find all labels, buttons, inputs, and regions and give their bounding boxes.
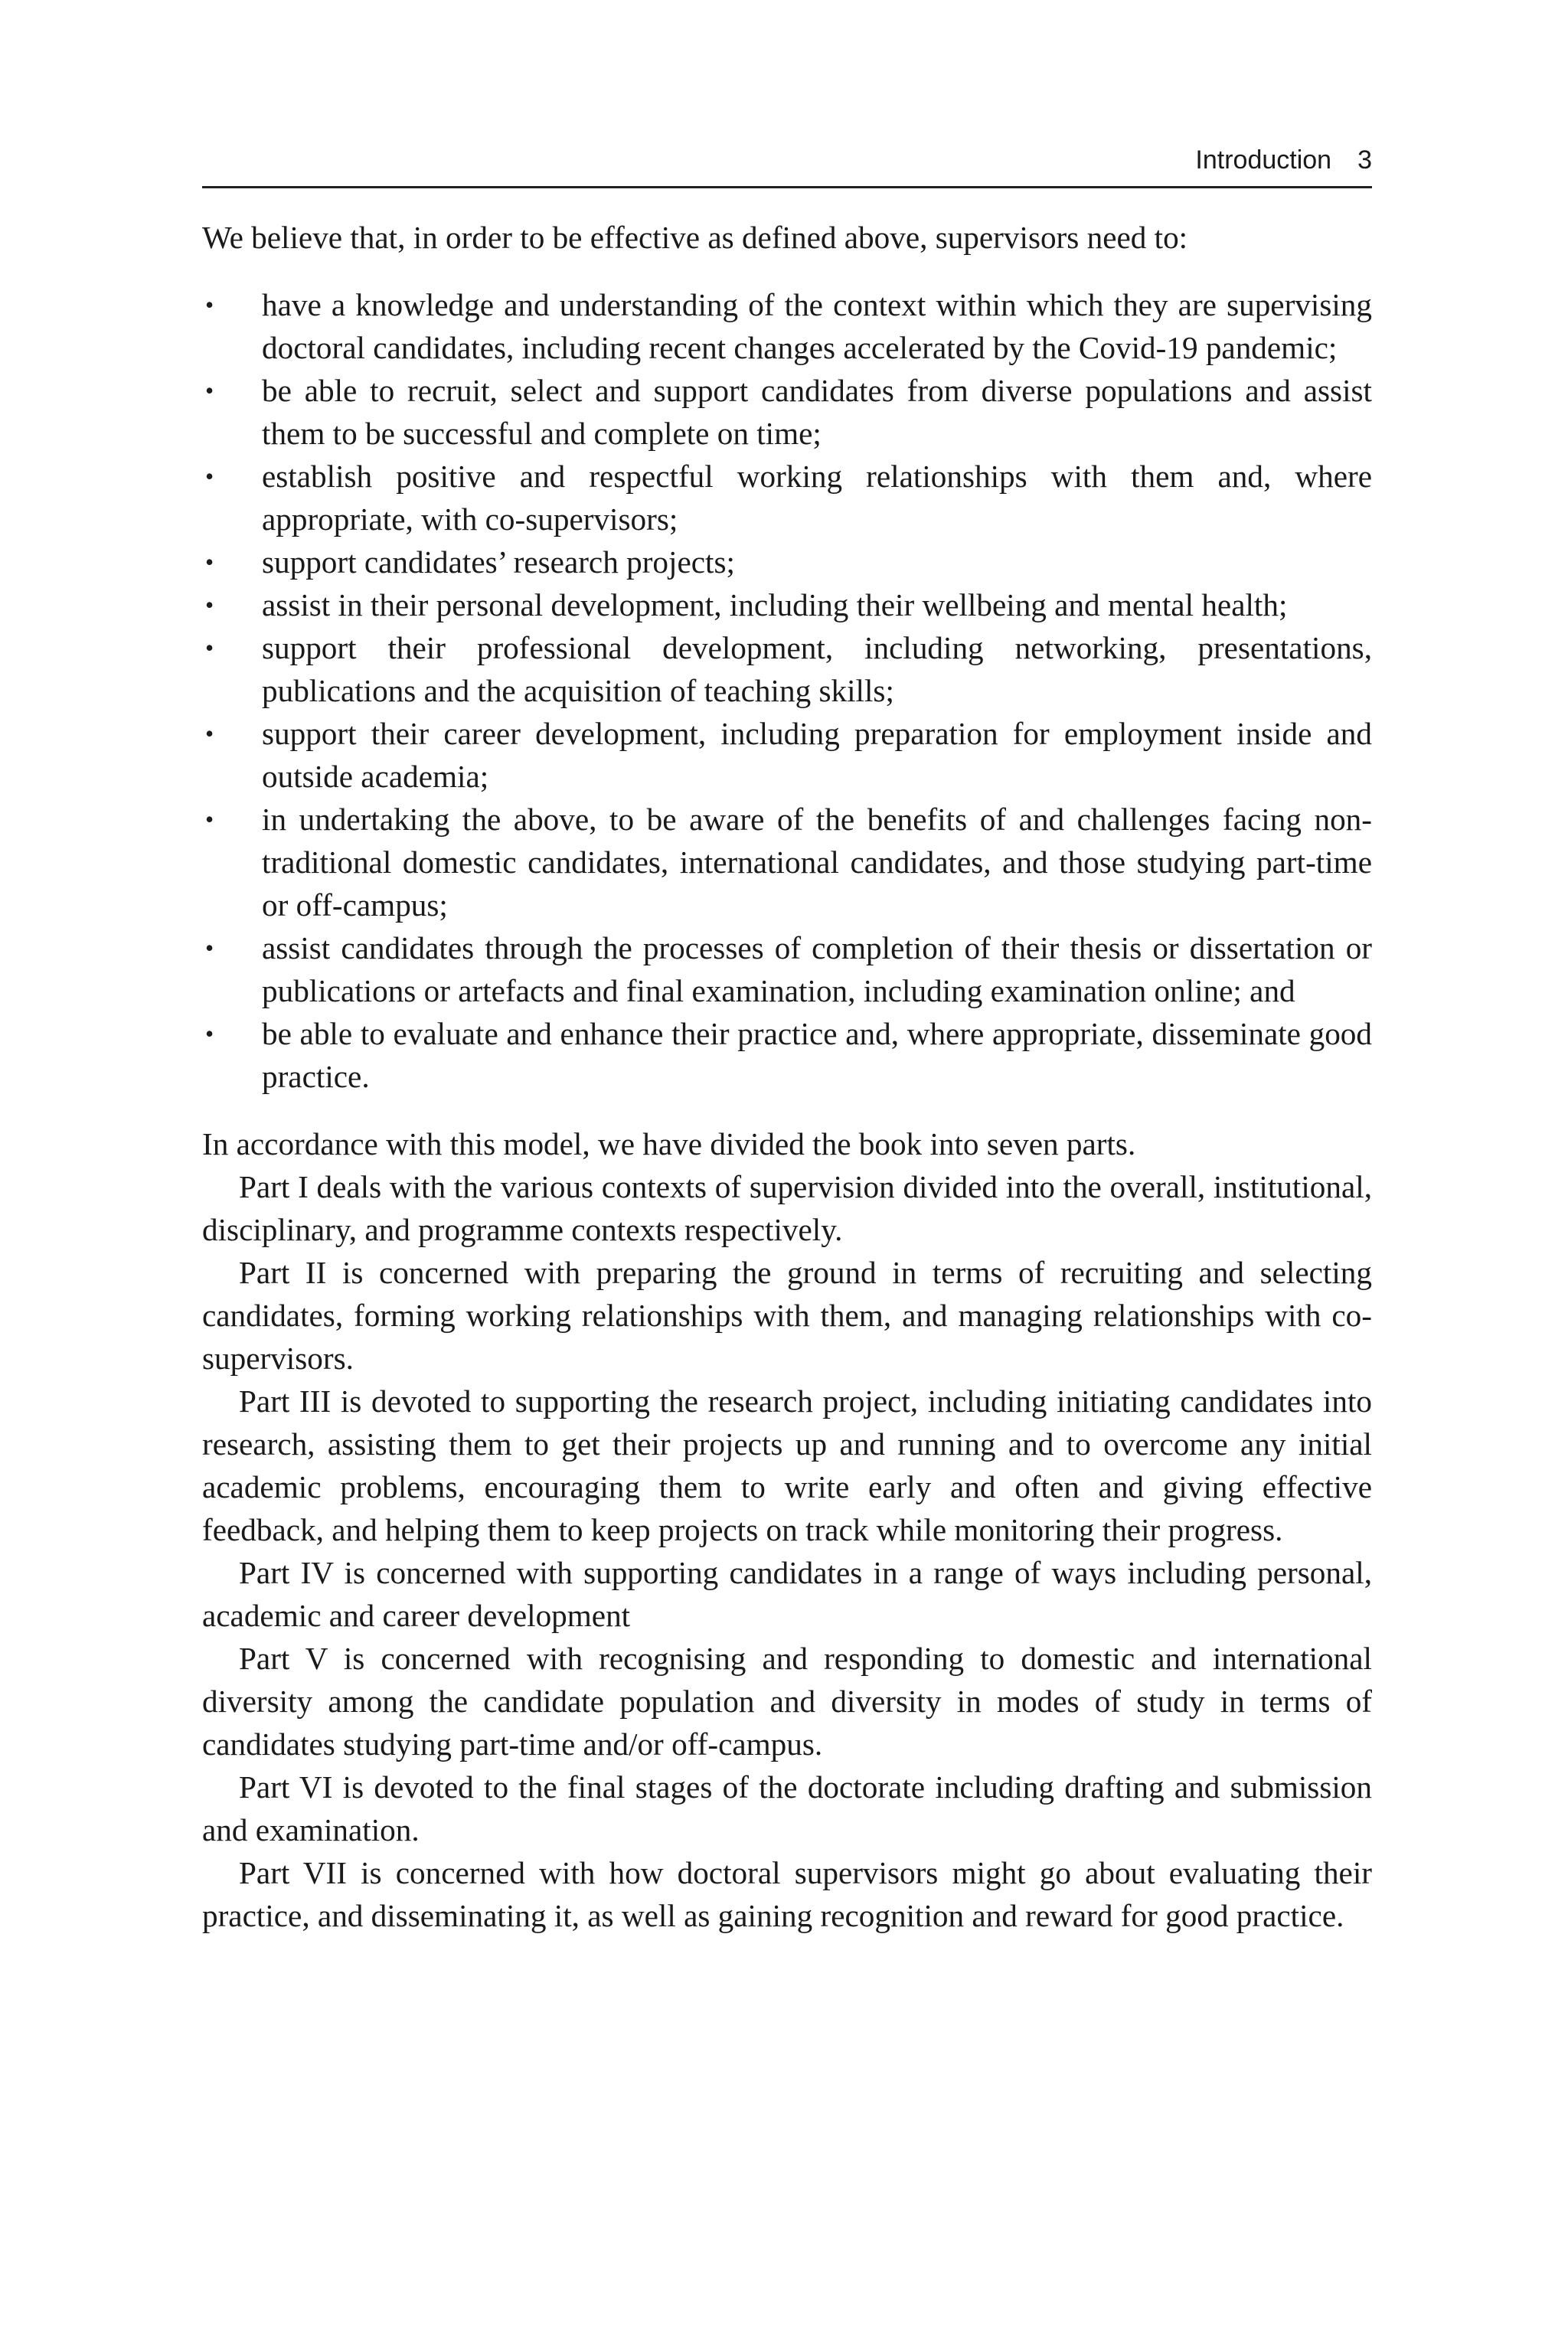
list-item (202, 1012, 1372, 1098)
bullet-icon: • (205, 548, 214, 576)
list-item-text: assist candidates through the processes of completion of their thesis or dissertation or publications or artefacts and final examination, including examination online; and (262, 930, 1372, 1008)
book-page (202, 145, 1372, 1937)
bullet-icon: • (205, 805, 214, 833)
list-item-text: support candidates’ research projects; (262, 544, 735, 580)
bullet-icon: • (205, 462, 214, 490)
lead-in-paragraph: We believe that, in order to be effective as defined above, supervisors need to: (202, 220, 1188, 255)
paragraph-part-1: Part I deals with the various contexts of supervision divided into the overall, institutional, disciplinary, and programme contexts respectively. (202, 1169, 1372, 1247)
list-item-text: assist in their personal development, including their wellbeing and mental health; (262, 587, 1288, 622)
paragraph-part-4: Part IV is concerned with supporting candidates in a range of ways including personal, academic and career development (202, 1555, 1372, 1633)
list-item-text: have a knowledge and understanding of the context within which they are supervising doctoral candidates, including recent changes accelerated by the Covid-19 pandemic; (262, 287, 1372, 365)
body-text (202, 216, 1372, 1937)
list-item-text: be able to recruit, select and support candidates from diverse populations and assist them to be successful and complete on time; (262, 373, 1372, 451)
list-item (202, 926, 1372, 1012)
list-item-text: establish positive and respectful working relationships with them and, where appropriate, with co-supervisors; (262, 459, 1372, 537)
bullet-icon: • (205, 377, 214, 404)
list-item (202, 583, 1372, 626)
list-item-text: be able to evaluate and enhance their practice and, where appropriate, disseminate good practice. (262, 1016, 1372, 1094)
list-item (202, 541, 1372, 583)
list-item (202, 369, 1372, 455)
list-item (202, 455, 1372, 541)
running-head (202, 145, 1372, 188)
bullet-icon: • (205, 934, 214, 962)
paragraph-part-2: Part II is concerned with preparing the ground in terms of recruiting and selecting candidates, forming working relationships with them, and managing relationships with co-supervisors. (202, 1255, 1372, 1376)
paragraph-part-5: Part V is concerned with recognising and responding to domestic and international diversity among the candidate population and diversity in modes of study in terms of candidates studying part-time and/or off-campus. (202, 1641, 1372, 1762)
bullet-list (202, 283, 1372, 1098)
paragraph-part-6: Part VI is devoted to the final stages of the doctorate including drafting and submission and examination. (202, 1769, 1372, 1847)
list-item (202, 626, 1372, 712)
bullet-icon: • (205, 634, 214, 662)
list-item-text: in undertaking the above, to be aware of the benefits of and challenges facing non-traditional domestic candidates, international candidates, and those studying part-time or off-campus; (262, 802, 1372, 923)
bullet-icon: • (205, 291, 214, 318)
bullet-icon: • (205, 591, 214, 619)
page-number: 3 (1357, 145, 1372, 175)
bullet-icon: • (205, 720, 214, 747)
list-item-text: support their career development, including preparation for employment inside and outside academia; (262, 716, 1372, 794)
bullet-icon: • (205, 1020, 214, 1047)
list-item (202, 712, 1372, 798)
list-item (202, 283, 1372, 369)
paragraph-overview: In accordance with this model, we have divided the book into seven parts. (202, 1126, 1136, 1161)
section-title: Introduction (1195, 145, 1332, 175)
paragraph-part-3: Part III is devoted to supporting the research project, including initiating candidates into research, assisting them to get their projects up and running and to overcome any initial academic problems, encouraging them to write early and often and giving effective feedback, and helping them to keep projects on track while monitoring their progress. (202, 1383, 1372, 1547)
paragraph-part-7: Part VII is concerned with how doctoral supervisors might go about evaluating their practice, and disseminating it, as well as gaining recognition and reward for good practice. (202, 1855, 1372, 1933)
list-item-text: support their professional development, including networking, presentations, publications and the acquisition of teaching skills; (262, 630, 1372, 708)
list-item (202, 798, 1372, 926)
